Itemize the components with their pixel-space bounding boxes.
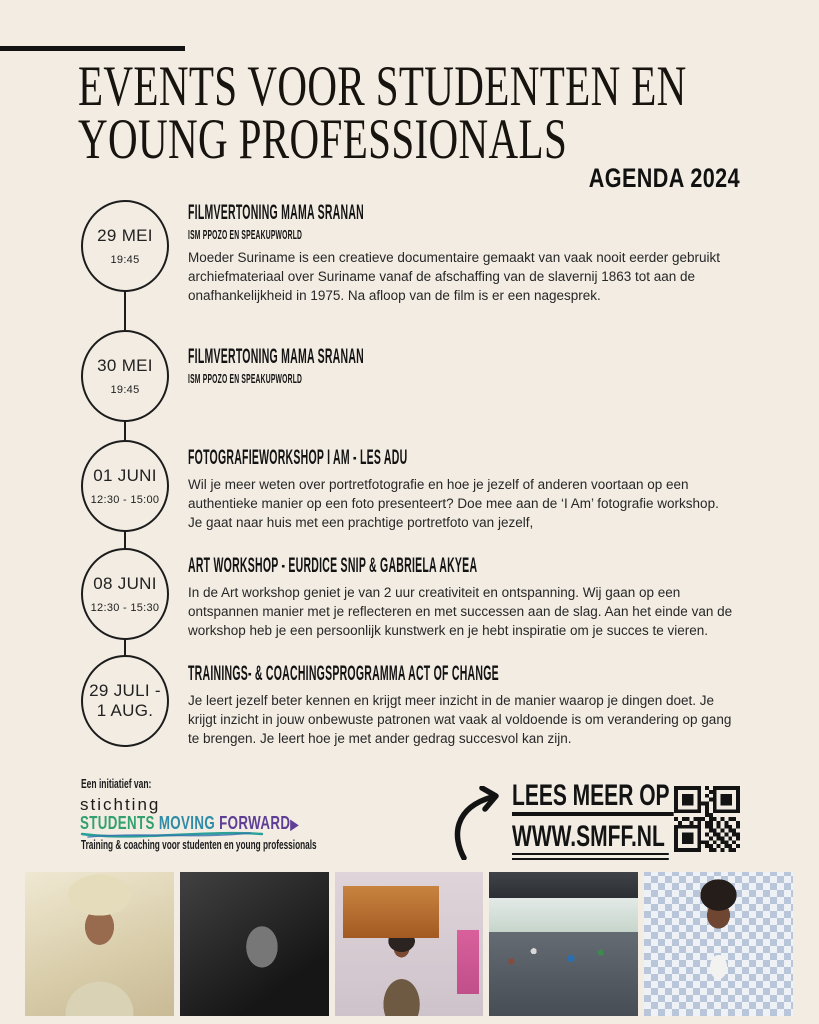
event-content — [188, 663, 733, 748]
event-date: 29 JULI - — [89, 681, 161, 700]
event-time: 12:30 - 15:00 — [90, 494, 160, 506]
event-description: Moeder Suriname is een creatieve documentaire gemaakt van vaak nooit eerder gebruikt archiefmateriaal over Suriname vanaf de afschaffing van de slavernij 1863 tot aan de onafhankelijkheid in 1975. Na afloop van de film is er een nagesprek. — [188, 250, 721, 303]
initiative-label: Een initiatief van: — [81, 777, 152, 791]
read-more-url[interactable]: WWW.SMFF.NL — [512, 822, 669, 860]
event-content — [188, 447, 733, 532]
event-subtitle: ISM PPOZO EN SPEAKUPWORLD — [188, 227, 303, 242]
event-time: 19:45 — [110, 254, 140, 266]
event-title: FOTOGRAFIEWORKSHOP I AM - LES ADU — [188, 446, 408, 469]
event-description: Je leert jezelf beter kennen en krijgt meer inzicht in de manier waarop je dingen doet. Je krijgt inzicht in jouw onbewuste patronen wat vaak al voldoende is om verandering op gang te brengen. Je leert hoe je met ander gedrag succesvol kan zijn. — [188, 693, 732, 746]
event-date-circle — [81, 655, 169, 747]
organisation-tagline: Training & coaching voor studenten en young professionals — [81, 838, 317, 852]
page-title — [78, 55, 687, 171]
agenda-label: AGENDA 2024 — [588, 163, 740, 193]
top-accent-bar — [0, 46, 185, 51]
event-title: TRAININGS- & COACHINGSPROGRAMMA ACT OF CHANGE — [188, 662, 499, 685]
event-description: Wil je meer weten over portretfotografie en hoe je jezelf of anderen voortaan op een authentieke manier op een foto presenteert? Doe mee aan de ‘I Am’ fotografie workshop. Je gaat naar huis met een prachtige portretfoto van jezelf, — [188, 477, 719, 530]
event-date: 08 JUNI — [93, 574, 157, 593]
event-title: FILMVERTONING MAMA SRANAN — [188, 201, 364, 224]
photo-bw-portrait — [180, 872, 329, 1016]
event-date: 29 MEI — [97, 226, 153, 245]
read-more-text: LEES MEER OP — [512, 781, 674, 816]
event-date-circle — [81, 330, 169, 422]
event-description: In de Art workshop geniet je van 2 uur creativiteit en ontspanning. Wij gaan op een ontspannen manier met je reflecteren en met successen aan de slag. Aan het einde van de workshop heb je een persoonlijk kunstwerk en je hebt inspiratie om je succes te vieren. — [188, 585, 733, 638]
event-date: 30 MEI — [97, 356, 153, 375]
logo-play-icon: ▶ — [290, 816, 299, 832]
qr-code — [674, 786, 740, 852]
event-date-circle — [81, 440, 169, 532]
photo-strip — [25, 872, 793, 1016]
logo-word-moving: MOVING — [158, 813, 216, 833]
logo-stichting-text: stichting — [80, 795, 161, 814]
photo-smiling-woman — [644, 872, 793, 1016]
event-date: 01 JUNI — [93, 466, 157, 485]
event-time: 12:30 - 15:30 — [90, 602, 160, 614]
photo-vintage-portrait — [25, 872, 174, 1016]
page-title-line2: YOUNG PROFESSIONALS — [78, 108, 568, 171]
event-title: ART WORKSHOP - EURDICE SNIP & GABRIELA AKYEA — [188, 554, 478, 577]
event-time: 19:45 — [110, 384, 140, 396]
event-title: FILMVERTONING MAMA SRANAN — [188, 345, 364, 368]
event-content — [188, 555, 733, 640]
curved-arrow-icon — [450, 786, 510, 860]
photo-art-gallery — [335, 872, 484, 1016]
event-date-circle — [81, 548, 169, 640]
event-content — [188, 346, 733, 386]
event-date-circle — [81, 200, 169, 292]
logo-word-students: STUDENTS — [80, 813, 155, 833]
event-subtitle: ISM PPOZO EN SPEAKUPWORLD — [188, 371, 303, 386]
event-content — [188, 202, 733, 305]
event-date-line2: 1 AUG. — [96, 701, 154, 720]
photo-group — [489, 872, 638, 1016]
logo-word-forward: FORWARD — [219, 813, 291, 833]
page-title-line1: EVENTS VOOR STUDENTEN EN — [78, 55, 687, 118]
